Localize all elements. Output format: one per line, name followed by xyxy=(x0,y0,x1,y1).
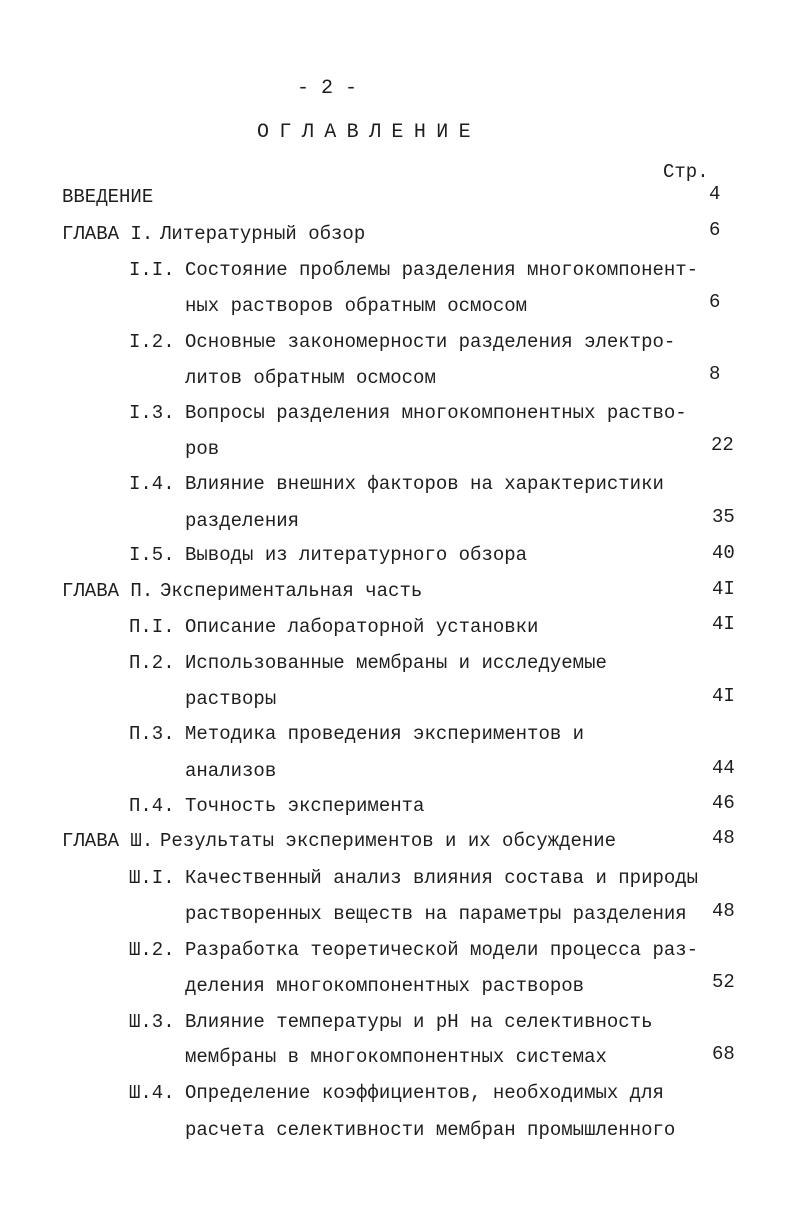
toc-section-number: П.4. xyxy=(129,795,175,817)
toc-entry-text: Разработка теоретической модели процесса раз- xyxy=(185,939,699,961)
toc-entry-text-cont: анализов xyxy=(185,760,277,782)
toc-entry-page: 4I xyxy=(712,613,735,635)
toc-entry-text-cont: литов обратным осмосом xyxy=(185,367,436,389)
toc-entry-text-cont: деления многокомпонентных растворов xyxy=(185,975,585,997)
toc-entry-text-cont: мембраны в многокомпонентных системах xyxy=(185,1046,607,1068)
toc-section-number: П.I. xyxy=(129,616,175,638)
toc-entry-page: 68 xyxy=(712,1043,735,1065)
toc-entry-text-cont: разделения xyxy=(185,510,300,532)
toc-section-number: Ш.I. xyxy=(129,867,175,889)
toc-entry-text: Точность эксперимента xyxy=(185,795,425,817)
toc-entry-page: 40 xyxy=(712,542,735,564)
toc-section-number: Ш.3. xyxy=(129,1011,175,1033)
toc-entry-text-cont: расчета селективности мембран промышленного xyxy=(185,1119,676,1141)
toc-entry-text: Литературный обзор xyxy=(160,223,366,245)
toc-entry-page: 6 xyxy=(709,291,721,313)
toc-chapter-number: ГЛАВА П. xyxy=(62,580,154,602)
toc-entry-text: Определение коэффициентов, необходимых для xyxy=(185,1082,664,1104)
toc-section-number: I.I. xyxy=(129,259,175,281)
toc-entry-text: Результаты экспериментов и их обсуждение xyxy=(160,830,617,852)
toc-entry-text: Влияние температуры и рН на селективность xyxy=(185,1011,653,1033)
toc-chapter-number: ГЛАВА I. xyxy=(62,223,154,245)
toc-section-number: П.2. xyxy=(129,652,175,674)
toc-entry-text: Качественный анализ влияния состава и природы xyxy=(185,867,699,889)
toc-section-number: I.2. xyxy=(129,331,175,353)
toc-chapter-number: ГЛАВА Ш. xyxy=(62,830,154,852)
toc-entry-text: ВВЕДЕНИЕ xyxy=(62,186,154,208)
toc-entry-page: 35 xyxy=(712,506,735,528)
toc-entry-text: Описание лабораторной установки xyxy=(185,616,539,638)
toc-entry-text-cont: растворенных веществ на параметры разделения xyxy=(185,903,687,925)
toc-entry-text-cont: ных растворов обратным осмосом xyxy=(185,295,528,317)
toc-entry-page: 4I xyxy=(712,578,735,600)
toc-entry-page: 46 xyxy=(712,792,735,814)
toc-section-number: Ш.2. xyxy=(129,939,175,961)
toc-section-number: I.3. xyxy=(129,402,175,424)
toc-entry-text: Методика проведения экспериментов и xyxy=(185,723,585,745)
page-number: - 2 - xyxy=(297,77,358,100)
toc-entry-page: 4 xyxy=(709,183,721,205)
toc-entry-text: Экспериментальная часть xyxy=(160,580,423,602)
toc-section-number: I.5. xyxy=(129,544,175,566)
toc-entry-text: Выводы из литературного обзора xyxy=(185,544,528,566)
toc-entry-text-cont: растворы xyxy=(185,688,277,710)
toc-entry-page: 44 xyxy=(712,757,735,779)
toc-entry-page: 52 xyxy=(712,971,735,993)
toc-section-number: П.3. xyxy=(129,723,175,745)
toc-entry-text: Основные закономерности разделения электро- xyxy=(185,331,676,353)
toc-entry-text: Состояние проблемы разделения многокомпонент- xyxy=(185,259,699,281)
toc-entry-page: 4I xyxy=(712,685,735,707)
toc-entry-page: 8 xyxy=(709,363,721,385)
toc-entry-text-cont: ров xyxy=(185,438,220,460)
toc-entry-text: Использованные мембраны и исследуемые xyxy=(185,652,607,674)
toc-entry-page: 22 xyxy=(711,434,734,456)
toc-section-number: I.4. xyxy=(129,473,175,495)
toc-entry-page: 6 xyxy=(709,219,721,241)
page-title: ОГЛАВЛЕНИЕ xyxy=(257,121,482,144)
toc-entry-text: Вопросы разделения многокомпонентных раство- xyxy=(185,402,687,424)
toc-entry-text: Влияние внешних факторов на характеристики xyxy=(185,473,664,495)
page-column-label: Стр. xyxy=(663,161,709,183)
toc-section-number: Ш.4. xyxy=(129,1082,175,1104)
toc-entry-page: 48 xyxy=(712,900,735,922)
toc-entry-page: 48 xyxy=(712,827,735,849)
